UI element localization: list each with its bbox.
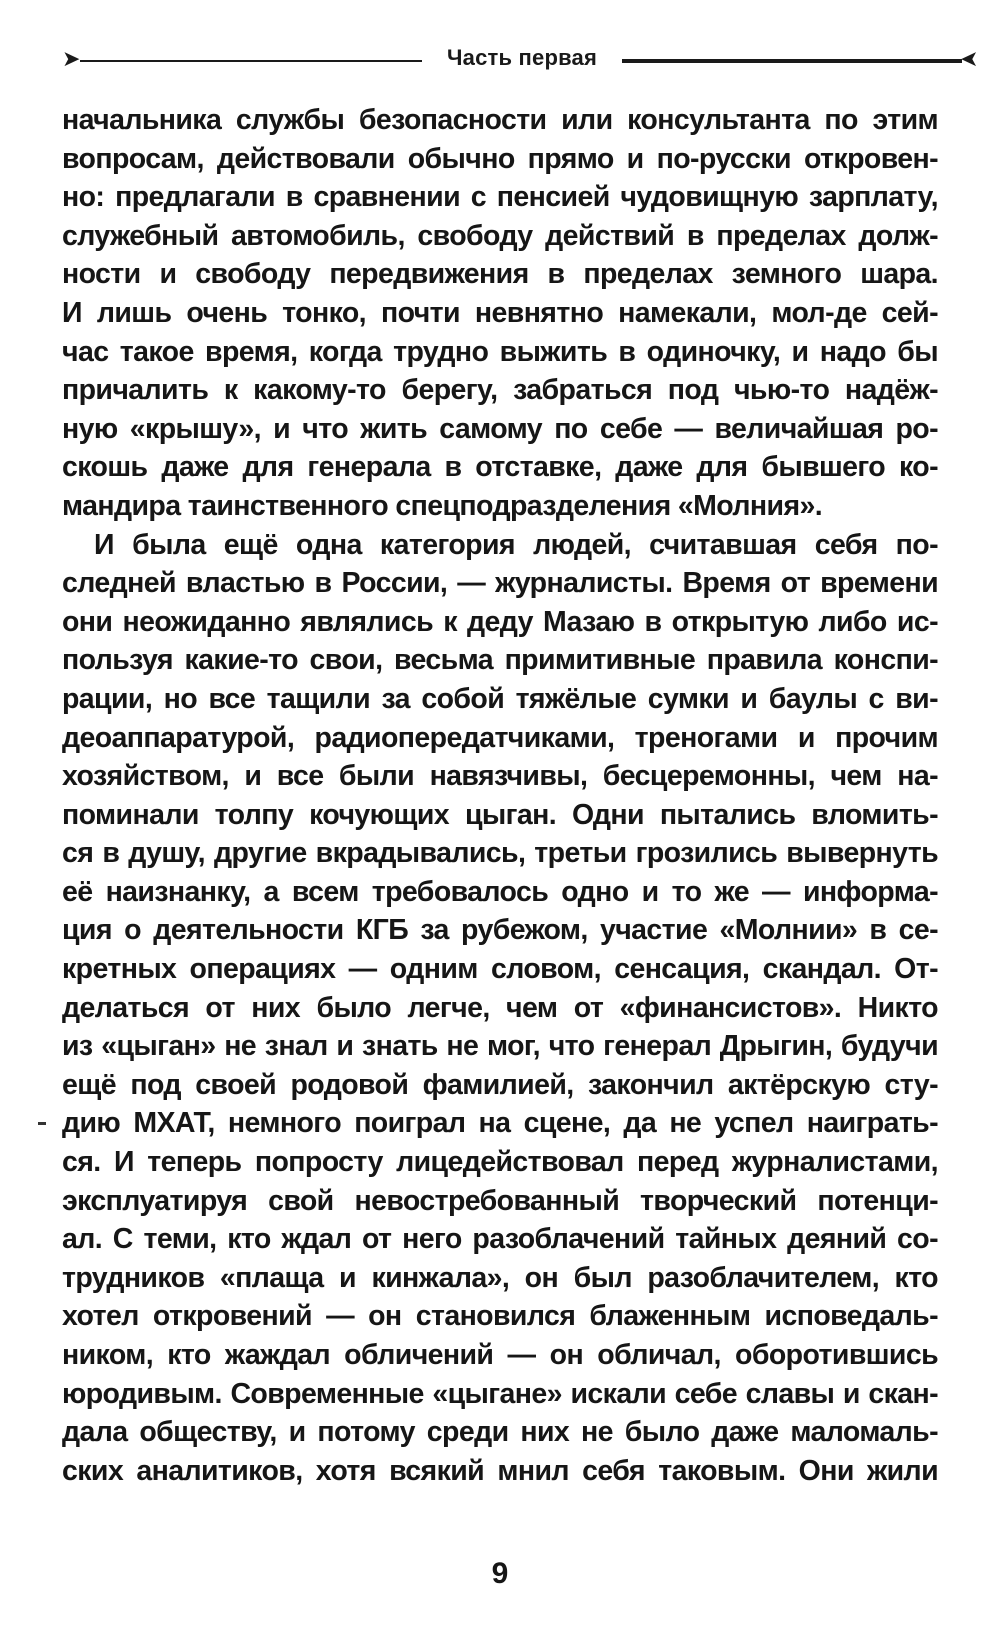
text-line: следней властью в России, — журналисты. Время от времени [62,567,938,600]
body-text [62,101,938,1490]
text-line: ся. И теперь попросту лицедействовал перед журналистами, [62,1146,938,1179]
text-line: служебный автомобиль, свободу действий в пределах долж- [62,219,938,252]
page-number: 9 [491,1557,509,1590]
header-rule-left [80,60,422,62]
text-line: мандира таинственного спецподразделения «Молния». [62,489,823,522]
text-line: ция о деятельности КГБ за рубежом, участие «Молнии» в се- [62,914,938,947]
text-line: юродивым. Современные «цыгане» искали себе славы и скан- [62,1377,938,1410]
text-line: час такое время, когда трудно выжить в одиночку, и надо бы [62,335,938,368]
text-line: рации, но все тащили за собой тяжёлые сумки и баулы с ви- [62,682,938,715]
text-line: причалить к какому-то берегу, забраться под чью-то надёж- [62,374,938,407]
text-line: хотел откровений — он становился блаженным исповедаль- [62,1300,938,1333]
arrow-ornament-right-icon: ➤ [960,46,979,71]
text-line: ся в душу, другие вкрадывались, третьи грозились вывернуть [62,837,938,870]
text-line: они неожиданно являлись к деду Мазаю в открытую либо ис- [62,605,938,638]
text-line: ником, кто жаждал обличений — он обличал, оборотившись [62,1339,938,1371]
text-line: эксплуатируя свой невостребованный творческий потенци- [62,1184,938,1217]
text-line: ности и свободу передвижения в пределах земного шара. [62,258,938,291]
text-line: ещё под своей родовой фамилией, закончил актёрскую сту- [62,1068,938,1101]
text-line: делаться от них было легче, чем от «финансистов». Никто [62,991,938,1024]
text-line: И лишь очень тонко, почти невнятно намекали, мол-де сей- [62,296,938,329]
text-line: И была ещё одна категория людей, считавшая себя по- [94,528,938,561]
text-line: ских аналитиков, хотя всякий мнил себя таковым. Они жили [62,1454,938,1487]
text-line: вопросам, действовали обычно прямо и по-русски откровен- [62,142,938,175]
text-line: деоаппаратурой, радиопередатчиками, треногами и прочим [62,721,938,754]
text-line: дию МХАТ, немного поиграл на сцене, да не успел наиграть- [62,1107,938,1140]
margin-mark [38,1122,46,1125]
text-line: начальника службы безопасности или консультанта по этим [62,104,938,136]
chapter-title: Часть первая [446,45,597,70]
header-rule-right [622,59,962,63]
running-header [62,40,979,80]
text-line: ал. С теми, кто ждал от него разоблачений тайных деяний со- [62,1223,938,1256]
text-line: скошь даже для генерала в отставке, даже для бывшего ко- [62,451,938,484]
text-line: ную «крышу», и что жить самому по себе — величайшая ро- [62,412,938,445]
text-line: дала обществу, и потому среди них не было даже маломаль- [62,1416,938,1449]
text-line: трудников «плаща и кинжала», он был разоблачителем, кто [62,1261,938,1294]
arrow-ornament-left-icon: ➤ [62,46,81,71]
text-line: её наизнанку, а всем требовалось одно и то же — информа- [62,875,938,908]
text-line: пользуя какие-то свои, весьма примитивные правила конспи- [62,644,938,677]
text-line: но: предлагали в сравнении с пенсией чудовищную зарплату, [62,181,938,214]
text-line: поминали толпу кочующих цыган. Одни пытались вломить- [62,798,938,831]
text-line: кретных операциях — одним словом, сенсация, скандал. От- [62,953,938,986]
text-line: хозяйством, и все были навязчивы, бесцеремонны, чем на- [62,760,938,793]
text-line: из «цыган» не знал и знать не мог, что генерал Дрыгин, будучи [62,1030,938,1063]
